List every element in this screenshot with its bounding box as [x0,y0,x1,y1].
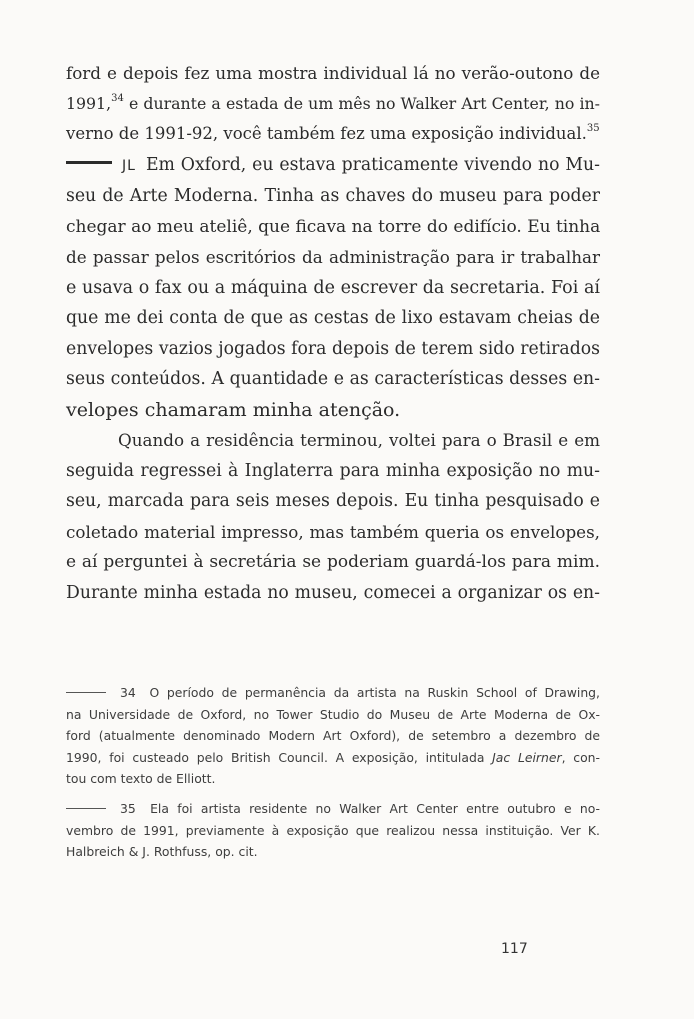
footnote-rule [66,808,106,809]
footnote-number: 34 [120,685,136,700]
footnote-line: 34 O período de permanência da artista na Ruskin School of Drawing, [66,682,600,704]
text-line: envelopes vazios jogados fora depois de terem sido retirados [66,338,600,359]
footnote-line: 1990, foi custeado pelo British Council. A exposição, intitulada Jac Leirner, con- [66,749,600,765]
footnote-34 [66,682,600,790]
text-line: e usava o fax ou a máquina de escrever da secretaria. Foi aí [66,277,600,298]
text-line: velopes chamaram minha atenção. [66,398,401,421]
text-line: Durante minha estada no museu, comecei a organizar os en- [66,582,600,603]
footnotes [66,682,600,871]
text-line: seguida regressei à Inglaterra para minha exposição no mu- [66,460,600,481]
speaker-initials: JL [122,157,136,174]
footnote-line: tou com texto de Elliott. [66,771,216,787]
exhibition-title: Jac Leirner [492,749,562,765]
footnote-35 [66,798,600,863]
footnote-line: 35 Ela foi artista residente no Walker Art Center entre outubro e no- [66,798,600,820]
text-line: coletado material impresso, mas também queria os envelopes, [66,521,600,542]
footnote-line: na Universidade de Oxford, no Tower Studio do Museu de Arte Moderna de Ox- [66,706,600,722]
footnote-number: 35 [120,800,136,816]
text-line: e aí perguntei à secretária se poderiam guardá-los para mim. [66,552,600,572]
main-text [66,58,600,608]
text-line: Quando a residência terminou, voltei para o Brasil e em [118,430,600,450]
text-line: chegar ao meu ateliê, que ficava na torre do edifício. Eu tinha [66,216,601,237]
text-line: 1991,34 e durante a estada de um mês no Walker Art Center, no in- [66,92,600,113]
footnote-line: vembro de 1991, previamente à exposição que realizou nessa instituição. Ver K. [66,822,600,838]
footnote-rule [66,692,106,693]
text-line: seu de Arte Moderna. Tinha as chaves do museu para poder [66,186,600,206]
dialogue-line: JL Em Oxford, eu estava praticamente vivendo no Mu- [66,150,600,182]
footnote-line: ford (atualmente denominado Modern Art Oxford), de setembro a dezembro de [66,728,600,744]
footnote-line: Halbreich & J. Rothfuss, op. cit. [66,844,258,860]
text-line: seu, marcada para seis meses depois. Eu tinha pesquisado e [66,491,600,511]
footnote-ref-34[interactable]: 34 [111,92,124,104]
footnote-ref-35[interactable]: 35 [586,123,600,134]
text-line: que me dei conta de que as cestas de lixo estavam cheias de [66,308,600,328]
text-line: ford e depois fez uma mostra individual lá no verão-outono de [66,63,600,83]
text-line: verno de 1991-92, você também fez uma exposição individual.$^{35}$ [66,123,600,143]
speaker-dash [66,161,112,164]
text-line: de passar pelos escritórios da administração para ir trabalhar [66,247,600,267]
text-line: seus conteúdos. A quantidade e as características desses en- [66,369,600,389]
page-number: 117 [501,941,528,957]
